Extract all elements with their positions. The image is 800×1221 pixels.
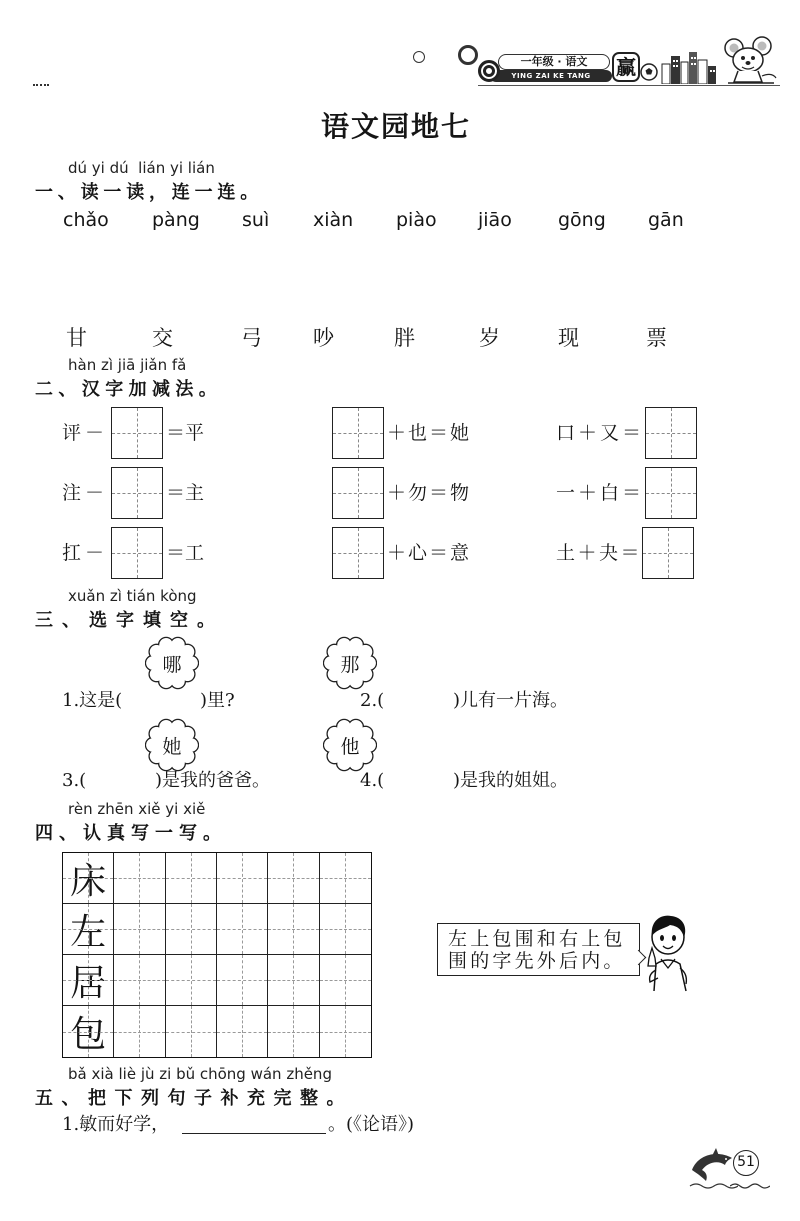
choice-bubble xyxy=(323,718,377,772)
section5-pinyin: bǎ xià liè jù zi bǔ chōng wán zhěng xyxy=(68,1065,332,1083)
page-title: 语文园地七 xyxy=(320,110,471,143)
section1-pinyin: dú yi dú lián yi lián xyxy=(68,159,215,177)
pinyin-word: chǎo xyxy=(63,209,109,231)
answer-box xyxy=(332,407,384,459)
equation-result: ＝主 xyxy=(166,482,205,504)
subtraction-expression: 注－ xyxy=(62,482,109,504)
tip-line: 围的字先外后内。 xyxy=(448,950,626,972)
practice-cell xyxy=(217,904,268,955)
choice-bubble xyxy=(145,718,199,772)
answer-box xyxy=(111,407,163,459)
bullseye-icon xyxy=(478,60,500,82)
answer-underline xyxy=(182,1133,326,1134)
match-character: 岁 xyxy=(479,326,500,350)
section3-pinyin: xuǎn zì tián kòng xyxy=(68,587,197,605)
match-character: 甘 xyxy=(66,326,87,350)
city-skyline-icon xyxy=(660,50,718,84)
match-character: 票 xyxy=(646,326,667,350)
fill-blank-prefix: 4.( xyxy=(360,770,385,791)
small-ring-icon xyxy=(413,51,425,63)
section4-pinyin: rèn zhēn xiě yi xiě xyxy=(68,800,206,818)
practice-cell xyxy=(114,955,165,1006)
page-number: 51 xyxy=(733,1150,759,1176)
sentence-suffix: 。(《论语》) xyxy=(328,1114,415,1135)
section4-heading: 四、认真写一写。 xyxy=(35,823,227,844)
fill-blank-prefix: 3.( xyxy=(62,770,87,791)
practice-cell xyxy=(217,955,268,1006)
practice-cell xyxy=(114,904,165,955)
fill-blank-suffix: )是我的姐姐。 xyxy=(453,770,569,791)
match-character: 交 xyxy=(152,326,173,350)
wave-icon xyxy=(730,1180,770,1192)
writing-grid xyxy=(62,852,372,1058)
fill-blank-prefix: 2.( xyxy=(360,690,385,711)
practice-cell xyxy=(166,955,217,1006)
choice-bubble xyxy=(145,636,199,690)
header-dotted-rule xyxy=(33,84,49,86)
model-character: 左 xyxy=(70,911,107,953)
practice-cell xyxy=(114,853,165,904)
addition-expression: ＋心＝意 xyxy=(387,542,472,564)
soccer-ball-icon xyxy=(640,63,658,81)
mouse-mascot-icon xyxy=(718,36,780,86)
practice-cell xyxy=(320,1006,371,1057)
pinyin-word: gōng xyxy=(558,209,606,231)
choice-character: 那 xyxy=(340,653,360,676)
practice-cell xyxy=(320,904,371,955)
section1-heading: 一、读一读，连一连。 xyxy=(35,182,263,203)
model-character: 床 xyxy=(70,860,107,902)
grade-subject-label: 一年级 · 语文 xyxy=(498,54,610,70)
practice-cell xyxy=(320,853,371,904)
section2-heading: 二、汉字加减法。 xyxy=(35,379,223,400)
answer-box xyxy=(332,527,384,579)
answer-box xyxy=(645,407,697,459)
model-character-cell xyxy=(63,853,114,904)
section2-pinyin: hàn zì jiā jiǎn fǎ xyxy=(68,356,187,374)
choice-character: 他 xyxy=(340,735,360,758)
pinyin-word: suì xyxy=(242,209,270,231)
series-logo: 赢 xyxy=(612,52,640,82)
practice-cell xyxy=(320,955,371,1006)
answer-box xyxy=(111,527,163,579)
practice-cell xyxy=(268,904,319,955)
pinyin-word: pàng xyxy=(152,209,200,231)
answer-box xyxy=(111,467,163,519)
ring-icon xyxy=(458,45,478,65)
pinyin-word: jiāo xyxy=(478,209,512,231)
fill-blank-suffix: )儿有一片海。 xyxy=(453,690,569,711)
practice-cell xyxy=(166,1006,217,1057)
fill-blank-suffix: )是我的爸爸。 xyxy=(155,770,271,791)
choice-character: 哪 xyxy=(162,653,182,676)
boy-cartoon-icon xyxy=(642,912,694,992)
section3-heading: 三、选字填空。 xyxy=(35,610,224,631)
practice-cell xyxy=(217,853,268,904)
subtraction-expression: 扛－ xyxy=(62,542,109,564)
match-character: 弓 xyxy=(241,326,262,350)
practice-cell xyxy=(268,853,319,904)
addition-expression: 土＋夬＝ xyxy=(556,542,643,564)
fill-blank-suffix: )里? xyxy=(200,690,235,711)
answer-box xyxy=(645,467,697,519)
model-character: 包 xyxy=(70,1014,107,1055)
answer-box xyxy=(642,527,694,579)
practice-cell xyxy=(166,904,217,955)
addition-expression: ＋勿＝物 xyxy=(387,482,472,504)
choice-bubble xyxy=(323,636,377,690)
choice-character: 她 xyxy=(162,735,182,758)
pinyin-word: piào xyxy=(396,209,437,231)
section5-heading: 五、把下列句子补充完整。 xyxy=(35,1088,353,1109)
addition-expression: 一＋白＝ xyxy=(556,482,645,504)
answer-box xyxy=(332,467,384,519)
tip-line: 左上包围和右上包 xyxy=(448,928,626,950)
stroke-order-tip xyxy=(437,923,640,976)
practice-cell xyxy=(166,853,217,904)
subtraction-expression: 评－ xyxy=(62,422,109,444)
match-character: 现 xyxy=(558,326,579,350)
practice-cell xyxy=(268,1006,319,1057)
model-character-cell xyxy=(63,955,114,1006)
addition-expression: ＋也＝她 xyxy=(387,422,472,444)
series-pinyin-label: YING ZAI KE TANG xyxy=(490,70,612,82)
practice-cell xyxy=(217,1006,268,1057)
model-character: 居 xyxy=(70,962,107,1004)
pinyin-word: gān xyxy=(648,209,684,231)
sentence-prefix: 1.敏而好学， xyxy=(62,1114,170,1135)
fill-blank-prefix: 1.这是( xyxy=(62,690,123,711)
practice-cell xyxy=(114,1006,165,1057)
model-character-cell xyxy=(63,904,114,955)
equation-result: ＝平 xyxy=(166,422,205,444)
practice-cell xyxy=(268,955,319,1006)
equation-result: ＝工 xyxy=(166,542,205,564)
match-character: 胖 xyxy=(394,326,415,350)
match-character: 吵 xyxy=(313,326,334,350)
model-character-cell xyxy=(63,1006,114,1057)
addition-expression: 口＋又＝ xyxy=(556,422,645,444)
pinyin-word: xiàn xyxy=(313,209,354,231)
